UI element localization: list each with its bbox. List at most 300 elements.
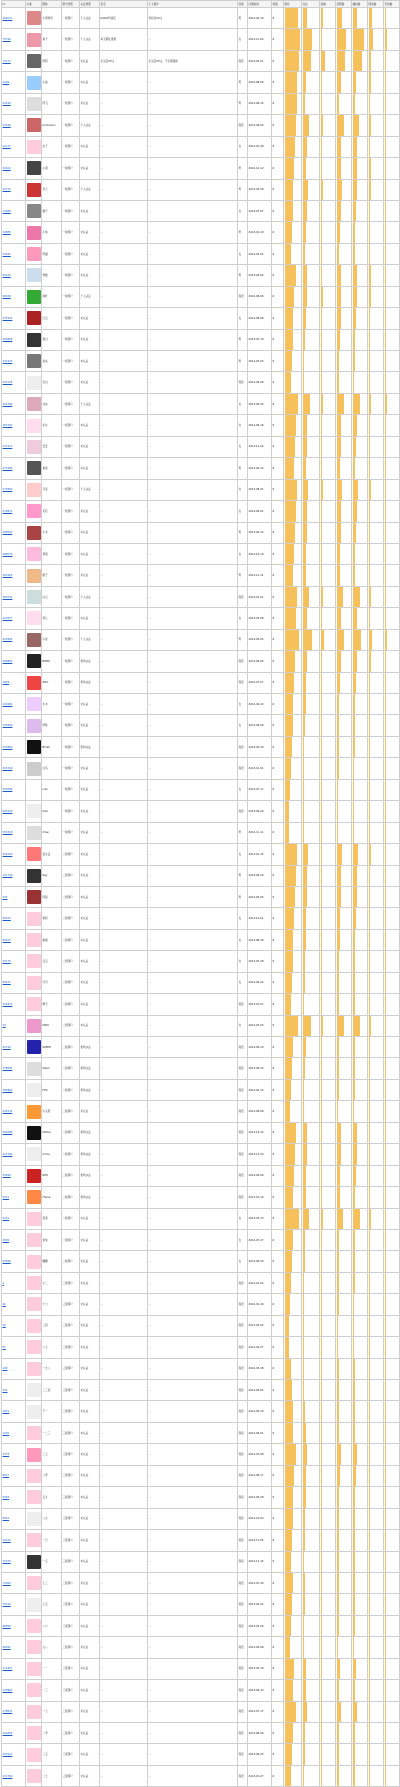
avatar[interactable] <box>27 1448 41 1462</box>
user-id-link[interactable]: 23 <box>2 1024 6 1028</box>
column-header[interactable]: 等级 <box>272 1 284 8</box>
level-cell: 6 <box>272 1101 284 1122</box>
metric-bar-cell <box>320 672 336 693</box>
gender-cell: 保密 <box>238 1422 248 1443</box>
avatar[interactable] <box>27 247 41 261</box>
user-id-link[interactable]: 273466 <box>2 466 13 470</box>
metric-bar-cell <box>284 243 302 264</box>
avatar[interactable] <box>27 397 41 411</box>
metric-bar-fill <box>303 1401 305 1421</box>
avatar[interactable] <box>27 1555 41 1569</box>
avatar[interactable] <box>27 311 41 325</box>
avatar-cell <box>26 1037 42 1058</box>
avatar[interactable] <box>27 1147 41 1161</box>
avatar[interactable] <box>27 912 41 926</box>
metric-bar-cell <box>352 1337 368 1358</box>
metric-bar-cell <box>336 222 352 243</box>
avatar[interactable] <box>27 976 41 990</box>
avatar[interactable] <box>27 1190 41 1204</box>
user-id-link[interactable]: 98528 <box>2 295 11 299</box>
level-cell: 6 <box>272 1208 284 1229</box>
metric-bar-cell <box>284 886 302 907</box>
user-id-link[interactable]: 259700 <box>2 852 13 856</box>
level-cell: 6 <box>272 1551 284 1572</box>
avatar[interactable] <box>27 1683 41 1697</box>
metric-bar-fill <box>303 1487 306 1507</box>
avatar[interactable] <box>27 1726 41 1740</box>
user-id-link[interactable]: 415985 <box>2 638 13 642</box>
metric-bar-fill <box>285 72 298 92</box>
avatar[interactable] <box>27 740 41 754</box>
metric-bar-fill <box>385 587 386 607</box>
avatar[interactable] <box>27 333 41 347</box>
auth-type-cell: 未认证 <box>80 779 100 800</box>
user-id-link[interactable]: 8017 <box>2 1474 10 1478</box>
level-cell: 6 <box>272 1144 284 1165</box>
metric-bar-fill <box>321 673 322 693</box>
level-cell: 6 <box>272 758 284 779</box>
metric-bar-cell <box>384 586 400 607</box>
column-header[interactable]: 投稿 <box>320 1 336 8</box>
metric-bar-fill <box>353 694 356 714</box>
user-id-link[interactable]: 15155 <box>2 1560 11 1564</box>
column-header[interactable]: 签名 <box>100 1 148 8</box>
metric-bar-cell <box>284 93 302 114</box>
metric-bar-fill <box>337 501 342 521</box>
user-id-link[interactable]: 95927 <box>2 938 11 942</box>
user-id-link[interactable]: 288051 <box>2 531 13 535</box>
avatar[interactable] <box>27 611 41 625</box>
metric-bar-cell <box>384 1723 400 1744</box>
user-id-link[interactable]: 2063 <box>2 681 10 685</box>
avatar[interactable] <box>27 1469 41 1483</box>
metric-bar-cell <box>352 1444 368 1465</box>
bio-cell: … <box>148 179 238 200</box>
avatar[interactable] <box>27 140 41 154</box>
user-id-cell <box>2 1487 26 1508</box>
user-id-link[interactable]: 14986 <box>2 209 11 213</box>
metric-bar-fill <box>369 908 370 928</box>
metric-bar-fill <box>303 1316 304 1336</box>
avatar-cell <box>26 1272 42 1293</box>
user-id-link[interactable]: 404071 <box>2 16 13 20</box>
avatar[interactable] <box>27 290 41 304</box>
user-id-link[interactable]: 271213 <box>2 445 13 449</box>
nickname-cell: 七五 <box>42 1594 62 1615</box>
signature-cell: 生活区UP主 <box>100 50 148 71</box>
metric-bar-cell <box>368 694 384 715</box>
user-id-link[interactable]: 262868 <box>2 338 13 342</box>
auth-type-cell: 未认证 <box>80 608 100 629</box>
avatar[interactable] <box>27 1062 41 1076</box>
gender-cell: 保密 <box>238 50 248 71</box>
user-id-link[interactable]: 555326 <box>2 831 13 835</box>
column-header[interactable]: 性别 <box>238 1 248 8</box>
avatar[interactable] <box>27 1769 41 1783</box>
user-id-link[interactable]: 212784 <box>2 1152 13 1156</box>
avatar[interactable] <box>27 11 41 25</box>
metric-bar-cell <box>352 865 368 886</box>
avatar[interactable] <box>27 1640 41 1654</box>
table-row <box>2 8 400 29</box>
column-header[interactable]: 粉丝 <box>284 1 302 8</box>
user-id-link[interactable]: 32885 <box>2 231 11 235</box>
user-id-link[interactable]: 413877 <box>2 616 13 620</box>
user-id-link[interactable]: 21498 <box>2 123 11 127</box>
metric-bar-fill <box>353 1530 355 1550</box>
avatar[interactable] <box>27 804 41 818</box>
metric-bar-fill <box>321 801 322 821</box>
user-id-link[interactable]: 237902 <box>2 316 13 320</box>
avatar[interactable] <box>27 1297 41 1311</box>
table-row <box>2 93 400 114</box>
user-id-link[interactable]: 4 <box>2 1281 5 1285</box>
metric-bar-cell <box>352 1165 368 1186</box>
user-id-link[interactable]: 16 <box>2 1302 6 1306</box>
user-id-link[interactable]: 12127 <box>2 145 11 149</box>
user-id-link[interactable]: 13177 <box>2 59 11 63</box>
column-header[interactable]: 播放数 <box>352 1 368 8</box>
avatar[interactable] <box>27 1748 41 1762</box>
user-id-link[interactable]: 234 <box>2 1388 8 1392</box>
avatar[interactable] <box>27 826 41 840</box>
auth-type-cell: 未认证 <box>80 1508 100 1529</box>
metric-bar-cell <box>336 586 352 607</box>
column-header[interactable]: 关注 <box>302 1 320 8</box>
metric-bar-cell <box>352 1015 368 1036</box>
avatar[interactable] <box>27 161 41 175</box>
avatar[interactable] <box>27 268 41 282</box>
avatar[interactable] <box>27 1276 41 1290</box>
avatar[interactable] <box>27 354 41 368</box>
avatar[interactable] <box>27 633 41 647</box>
user-id-link[interactable]: 255349 <box>2 767 13 771</box>
avatar[interactable] <box>27 1019 41 1033</box>
user-id-link[interactable]: 10543 <box>2 1538 11 1542</box>
user-id-link[interactable]: 87 <box>2 1345 6 1349</box>
avatar[interactable] <box>27 1576 41 1590</box>
user-id-link[interactable]: 5928 <box>2 1495 10 1499</box>
user-id-link[interactable]: 42715 <box>2 188 11 192</box>
avatar[interactable] <box>27 419 41 433</box>
avatar[interactable] <box>27 1490 41 1504</box>
user-id-link[interactable]: 82245 <box>2 273 11 277</box>
user-id-link[interactable]: 198 <box>2 1367 8 1371</box>
metric-bar-cell <box>352 1765 368 1786</box>
avatar[interactable] <box>27 997 41 1011</box>
avatar-cell <box>26 586 42 607</box>
avatar[interactable] <box>27 376 41 390</box>
user-id-link[interactable]: 87896 <box>2 1260 11 1264</box>
column-header[interactable]: 头像 <box>26 1 42 8</box>
user-id-link[interactable]: 32740 <box>2 1045 11 1049</box>
user-id-link[interactable]: 301965 <box>2 574 13 578</box>
user-id-link[interactable]: 73060 <box>2 1581 11 1585</box>
user-id-link[interactable]: 226132 <box>2 1110 13 1114</box>
column-header[interactable]: 获赞数 <box>336 1 352 8</box>
user-id-link[interactable]: 324982 <box>2 702 13 706</box>
user-id-link[interactable]: 281086 <box>2 1131 13 1135</box>
metric-bar-fill <box>337 994 339 1014</box>
account-type-cell: 一级用户 <box>62 629 80 650</box>
metric-bar-fill <box>385 1166 386 1186</box>
avatar[interactable] <box>27 1598 41 1612</box>
avatar[interactable] <box>27 847 41 861</box>
user-id-link[interactable]: 201665 <box>2 1731 13 1735</box>
metric-bar-fill <box>369 1594 370 1614</box>
user-id-link[interactable]: 253195 <box>2 381 13 385</box>
avatar[interactable] <box>27 569 41 583</box>
avatar[interactable] <box>27 654 41 668</box>
metric-bar-cell <box>336 1122 352 1143</box>
register-date-cell: 2012-12-12 <box>248 158 272 179</box>
metric-bar-cell <box>284 1122 302 1143</box>
user-id-link[interactable]: 31402 <box>2 166 11 170</box>
user-id-link[interactable]: 86858 <box>2 1624 11 1628</box>
metric-bar-cell <box>336 1594 352 1615</box>
metric-bar-fill <box>385 1423 386 1443</box>
avatar[interactable] <box>27 76 41 90</box>
avatar[interactable] <box>27 1362 41 1376</box>
register-date-cell: 2014-07-17 <box>248 779 272 800</box>
metric-bar-fill <box>353 8 358 28</box>
avatar[interactable] <box>27 697 41 711</box>
user-id-link[interactable]: 468883 <box>2 659 13 663</box>
user-id-link[interactable]: 1001 <box>2 1410 10 1414</box>
metric-bar-cell <box>320 265 336 286</box>
avatar[interactable] <box>27 547 41 561</box>
avatar[interactable] <box>27 526 41 540</box>
table-row <box>2 1637 400 1658</box>
user-id-link[interactable]: 274769 <box>2 1774 13 1778</box>
metric-bar-cell <box>384 1551 400 1572</box>
register-date-cell: 2014-12-12 <box>248 1122 272 1143</box>
avatar[interactable] <box>27 1383 41 1397</box>
user-id-link[interactable]: 75796 <box>2 38 11 42</box>
metric-bar-fill <box>353 1466 357 1486</box>
avatar[interactable] <box>27 1619 41 1633</box>
user-id-link[interactable]: 315860 <box>2 745 13 749</box>
metric-bar-cell <box>302 543 320 564</box>
avatar[interactable] <box>27 1533 41 1547</box>
user-id-link[interactable]: 3778 <box>2 1453 10 1457</box>
metric-bar-fill <box>303 415 308 435</box>
user-id-link[interactable]: 262766 <box>2 402 13 406</box>
avatar[interactable] <box>27 1512 41 1526</box>
user-id-link[interactable]: 9221 <box>2 1195 10 1199</box>
user-id-link[interactable]: 918289 <box>2 788 13 792</box>
column-header[interactable]: 认证类型 <box>80 1 100 8</box>
metric-bar-cell <box>336 1165 352 1186</box>
column-header[interactable]: 注册时间 <box>248 1 272 8</box>
user-id-link[interactable]: 385862 <box>2 1088 13 1092</box>
avatar[interactable] <box>27 1319 41 1333</box>
avatar[interactable] <box>27 1105 41 1119</box>
user-id-link[interactable]: 324912 <box>2 1002 13 1006</box>
nickname-cell: 兔兔 <box>42 1229 62 1250</box>
avatar-cell <box>26 629 42 650</box>
nickname-cell: Naivo <box>42 1058 62 1079</box>
user-id-link[interactable]: 98381 <box>2 1645 11 1649</box>
user-id-link[interactable]: 263707 <box>2 424 13 428</box>
auth-type-cell: 未认证 <box>80 1294 100 1315</box>
avatar[interactable] <box>27 226 41 240</box>
metric-bar-fill <box>303 887 307 907</box>
metric-bar-fill <box>353 1251 355 1271</box>
user-id-link[interactable]: 341425 <box>2 359 13 363</box>
level-cell: 6 <box>272 1637 284 1658</box>
auth-type-cell: 未认证 <box>80 1337 100 1358</box>
metric-bar-cell <box>336 72 352 93</box>
metric-bar-cell <box>284 1465 302 1486</box>
user-id-link[interactable]: 903220 <box>2 809 13 813</box>
avatar[interactable] <box>27 504 41 518</box>
metric-bar-cell <box>384 136 400 157</box>
avatar[interactable] <box>27 483 41 497</box>
metric-bar-cell <box>284 951 302 972</box>
metric-bar-cell <box>368 1358 384 1379</box>
signature-cell: … <box>100 1272 148 1293</box>
avatar[interactable] <box>27 1705 41 1719</box>
avatar[interactable] <box>27 1662 41 1676</box>
metric-bar-fill <box>303 1166 306 1186</box>
user-id-link[interactable]: 253221 <box>2 1753 13 1757</box>
user-id-link[interactable]: 432 <box>2 895 8 899</box>
metric-bar-fill <box>337 930 341 950</box>
avatar[interactable] <box>27 461 41 475</box>
avatar[interactable] <box>27 719 41 733</box>
user-id-link[interactable]: 8934 <box>2 1517 10 1521</box>
user-id-link[interactable]: 131739 <box>2 874 13 878</box>
avatar[interactable] <box>27 97 41 111</box>
metric-bar-cell <box>320 886 336 907</box>
nickname-cell: 八七 <box>42 1337 62 1358</box>
user-id-link[interactable]: 288079 <box>2 552 13 556</box>
avatar[interactable] <box>27 204 41 218</box>
metric-bar-cell <box>284 586 302 607</box>
user-id-link[interactable]: 178831 <box>2 1710 13 1714</box>
nickname-cell: 阿星 <box>42 886 62 907</box>
auth-type-cell: 个人认证 <box>80 479 100 500</box>
avatar[interactable] <box>27 933 41 947</box>
avatar[interactable] <box>27 1040 41 1054</box>
gender-cell: 女 <box>238 972 248 993</box>
metric-bar-cell <box>320 1401 336 1422</box>
metric-bar-fill <box>321 8 324 28</box>
avatar[interactable] <box>27 590 41 604</box>
user-id-link[interactable]: 273883 <box>2 488 13 492</box>
nickname-cell: 月亮 <box>42 479 62 500</box>
avatar[interactable] <box>27 1169 41 1183</box>
level-cell: 6 <box>272 608 284 629</box>
gender-cell: 女 <box>238 479 248 500</box>
avatar[interactable] <box>27 33 41 47</box>
user-id-link[interactable]: 5151 <box>2 1217 10 1221</box>
avatar[interactable] <box>27 954 41 968</box>
bio-cell: … <box>148 458 238 479</box>
register-date-cell: 2013-03-26 <box>248 1615 272 1636</box>
user-id-link[interactable]: 89227 <box>2 981 11 985</box>
metric-bar-fill <box>303 29 313 49</box>
column-header[interactable]: 充电数 <box>384 1 400 8</box>
user-id-link[interactable]: 133863 <box>2 1688 13 1692</box>
avatar[interactable] <box>27 183 41 197</box>
avatar[interactable] <box>27 54 41 68</box>
metric-bar-cell <box>302 1122 320 1143</box>
avatar[interactable] <box>27 1340 41 1354</box>
avatar[interactable] <box>27 1405 41 1419</box>
gender-cell: 男 <box>238 329 248 350</box>
metric-bar-fill <box>321 1466 322 1486</box>
avatar[interactable] <box>27 1126 41 1140</box>
user-id-link[interactable]: 34 <box>2 1324 6 1328</box>
user-id-link[interactable]: 324969 <box>2 724 13 728</box>
column-header[interactable]: 昵称 <box>42 1 62 8</box>
user-id-cell <box>2 736 26 757</box>
register-date-cell: 2013-08-20 <box>248 1723 272 1744</box>
metric-bar-cell <box>336 329 352 350</box>
user-id-link[interactable]: 378084 <box>2 1067 13 1071</box>
user-id-link[interactable]: 362534 <box>2 595 13 599</box>
column-header[interactable]: 阅读数 <box>368 1 384 8</box>
metric-bar-fill <box>353 244 355 264</box>
user-id-link[interactable]: 35999 <box>2 1174 11 1178</box>
avatar[interactable] <box>27 869 41 883</box>
avatar[interactable] <box>27 890 41 904</box>
metric-bar-cell <box>302 1015 320 1036</box>
user-id-link[interactable]: 23582 <box>2 252 11 256</box>
avatar[interactable] <box>27 762 41 776</box>
user-id-link[interactable]: 3995 <box>2 1238 10 1242</box>
avatar[interactable] <box>27 1255 41 1269</box>
user-id-link[interactable]: 1230 <box>2 1431 10 1435</box>
nickname-cell: 八六 <box>42 1615 62 1636</box>
avatar[interactable] <box>27 440 41 454</box>
column-header[interactable]: id <box>2 1 26 8</box>
user-id-link[interactable]: 33175 <box>2 959 11 963</box>
user-id-link[interactable]: 111957 <box>2 1667 13 1671</box>
nickname-cell: 三四 <box>42 1315 62 1336</box>
metric-bar-cell <box>284 29 302 50</box>
avatar[interactable] <box>27 1426 41 1440</box>
bio-cell: … <box>148 994 238 1015</box>
metric-bar-cell <box>284 1508 302 1529</box>
avatar[interactable] <box>27 783 41 797</box>
user-id-link[interactable]: 276812 <box>2 509 13 513</box>
user-id-link[interactable]: 75322 <box>2 1603 11 1607</box>
gender-cell: 女 <box>238 308 248 329</box>
avatar[interactable] <box>27 118 41 132</box>
metric-bar-fill <box>321 394 324 414</box>
avatar[interactable] <box>27 1233 41 1247</box>
auth-type-cell: 未认证 <box>80 886 100 907</box>
metric-bar-cell <box>320 1380 336 1401</box>
gender-cell: 女 <box>238 715 248 736</box>
metric-bar-fill <box>321 1058 322 1078</box>
column-header[interactable]: 个人简介 <box>148 1 238 8</box>
metric-bar-fill <box>353 1080 355 1100</box>
user-id-link[interactable]: 39079 <box>2 917 11 921</box>
register-date-cell: 2013-09-25 <box>248 1744 272 1765</box>
avatar[interactable] <box>27 676 41 690</box>
metric-bar-cell <box>302 886 320 907</box>
avatar[interactable] <box>27 1083 41 1097</box>
metric-bar-fill <box>321 651 322 671</box>
user-id-link[interactable]: 22449 <box>2 102 11 106</box>
user-id-link[interactable]: 2226 <box>2 81 10 85</box>
avatar[interactable] <box>27 1212 41 1226</box>
column-header[interactable]: 账号类型 <box>62 1 80 8</box>
